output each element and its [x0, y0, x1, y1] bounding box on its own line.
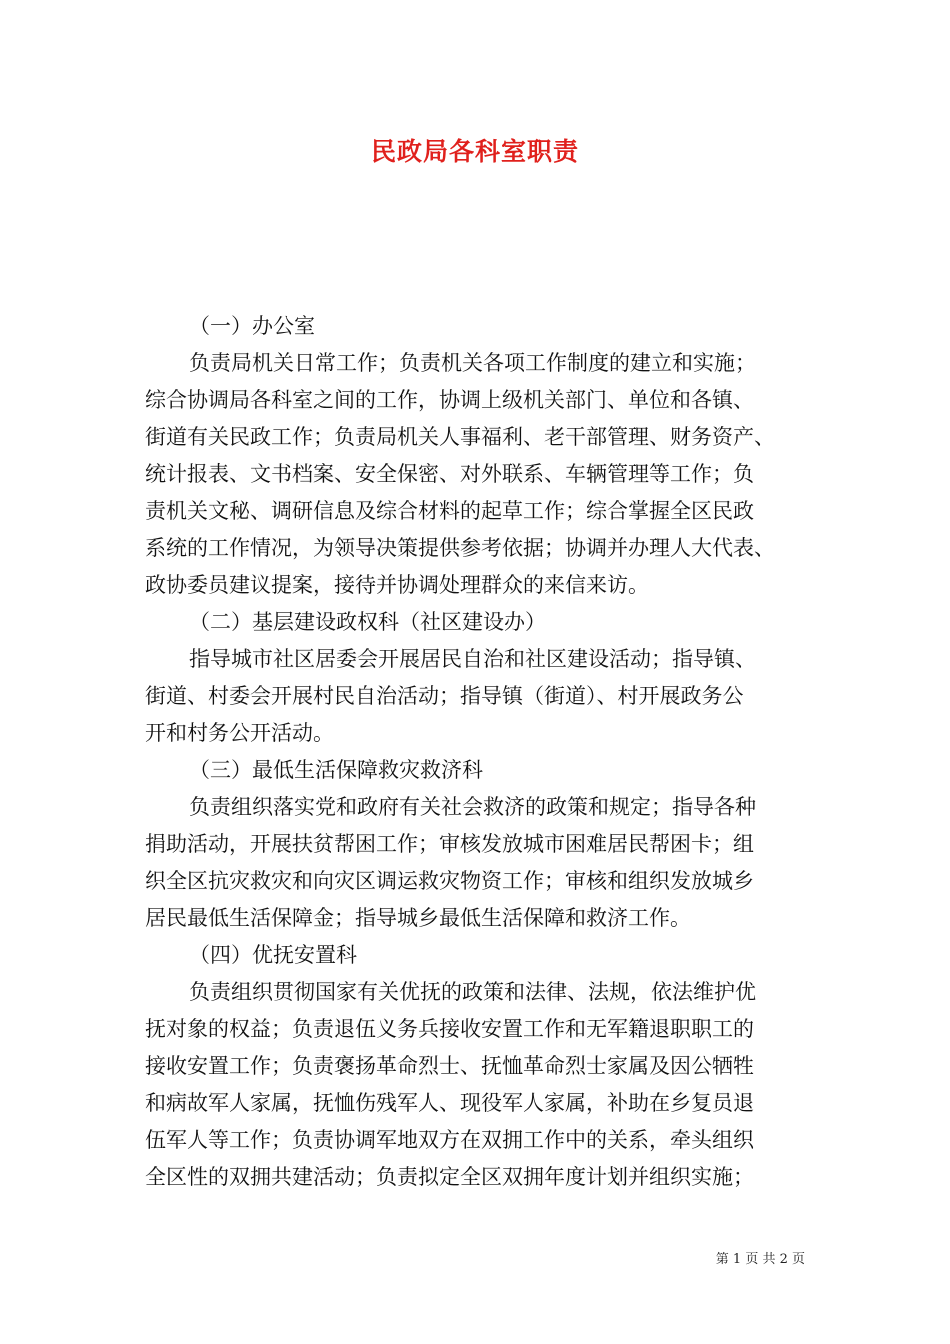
paragraph-line: 全区性的双拥共建活动；负责拟定全区双拥年度计划并组织实施；	[145, 1165, 754, 1189]
paragraph-line: 负责组织贯彻国家有关优抚的政策和法律、法规，依法维护优	[189, 980, 756, 1004]
paragraph-line: 统计报表、文书档案、安全保密、对外联系、车辆管理等工作；负	[145, 462, 754, 486]
paragraph-line: 居民最低生活保障金；指导城乡最低生活保障和救济工作。	[145, 906, 691, 930]
section-heading: （三）最低生活保障救灾救济科	[189, 758, 483, 782]
paragraph-line: 抚对象的权益；负责退伍义务兵接收安置工作和无军籍退职职工的	[145, 1017, 754, 1041]
paragraph-line: 街道有关民政工作；负责局机关人事福利、老干部管理、财务资产、	[145, 425, 775, 449]
paragraph-line: 和病故军人家属，抚恤伤残军人、现役军人家属，补助在乡复员退	[145, 1091, 754, 1115]
paragraph-line: 政协委员建议提案，接待并协调处理群众的来信来访。	[145, 573, 649, 597]
paragraph-line: 责机关文秘、调研信息及综合材料的起草工作；综合掌握全区民政	[145, 499, 754, 523]
paragraph-line: 捐助活动，开展扶贫帮困工作；审核发放城市困难居民帮困卡；组	[145, 832, 754, 856]
page-number-footer: 第 1 页 共 2 页	[715, 1252, 805, 1267]
paragraph-line: 综合协调局各科室之间的工作，协调上级机关部门、单位和各镇、	[145, 388, 754, 412]
paragraph-line: 负责组织落实党和政府有关社会救济的政策和规定；指导各种	[189, 795, 756, 819]
paragraph-line: 负责局机关日常工作；负责机关各项工作制度的建立和实施；	[189, 351, 756, 375]
paragraph-line: 系统的工作情况，为领导决策提供参考依据；协调并办理人大代表、	[145, 536, 775, 560]
section-heading: （四）优抚安置科	[189, 943, 357, 967]
paragraph-line: 指导城市社区居委会开展居民自治和社区建设活动；指导镇、	[189, 647, 756, 671]
paragraph-line: 街道、村委会开展村民自治活动；指导镇（街道）、村开展政务公	[145, 684, 744, 708]
document-title: 民政局各科室职责	[370, 137, 579, 166]
paragraph-line: 接收安置工作；负责褒扬革命烈士、抚恤革命烈士家属及因公牺牲	[145, 1054, 754, 1078]
section-heading: （一）办公室	[189, 314, 315, 338]
document-body	[145, 308, 809, 1196]
paragraph-line: 织全区抗灾救灾和向灾区调运救灾物资工作；审核和组织发放城乡	[145, 869, 754, 893]
paragraph-line: 伍军人等工作；负责协调军地双方在双拥工作中的关系，牵头组织	[145, 1128, 754, 1152]
paragraph-line: 开和村务公开活动。	[145, 721, 334, 745]
section-heading: （二）基层建设政权科（社区建设办）	[189, 610, 546, 634]
